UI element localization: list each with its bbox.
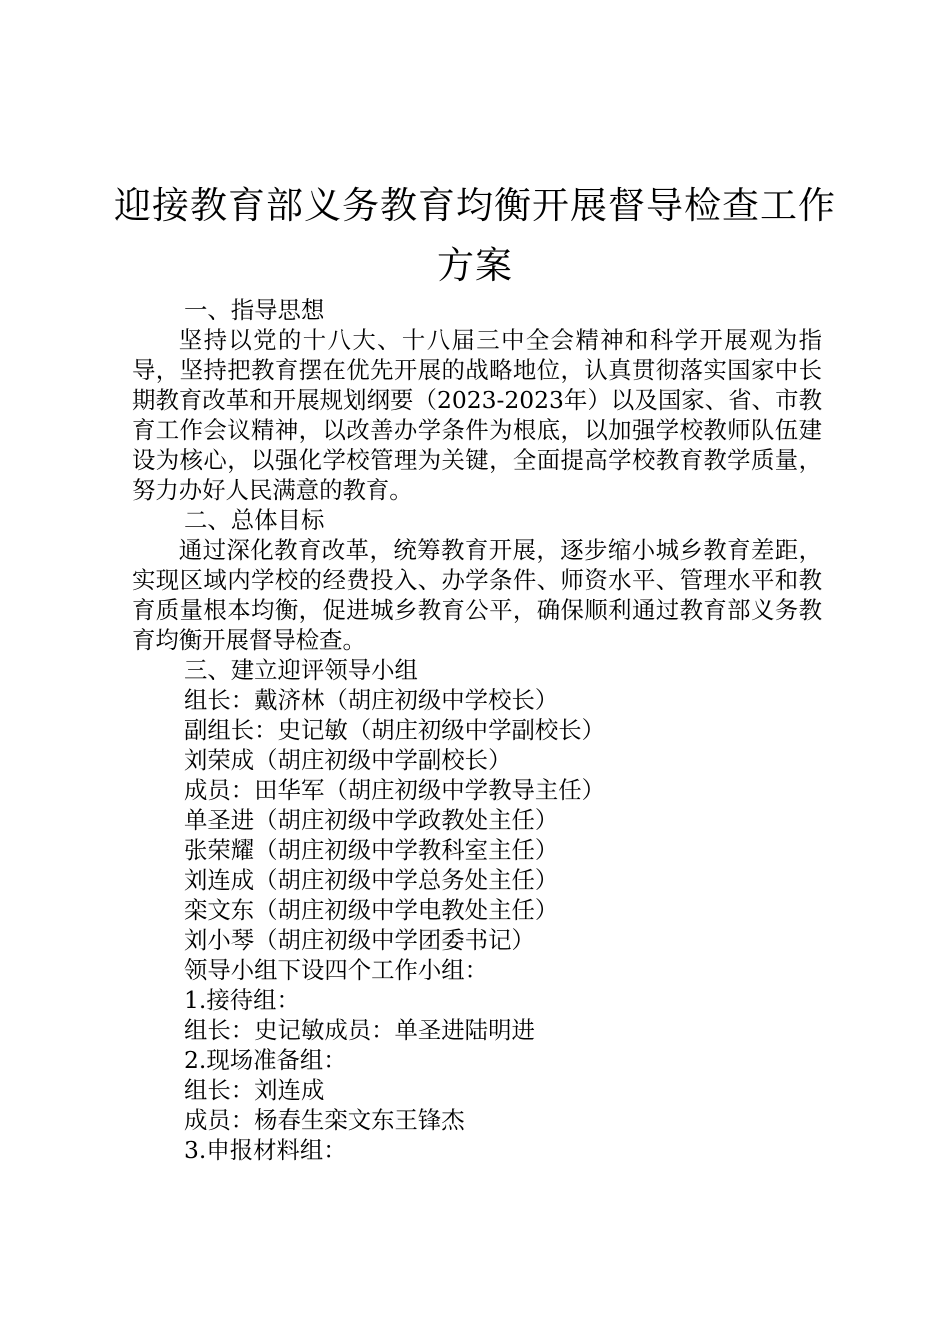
section-heading-leadership-group: 三、建立迎评领导小组 (184, 656, 418, 684)
list-item: 刘小琴（胡庄初级中学团委书记） (184, 926, 535, 954)
section-heading-guiding-thought: 一、指导思想 (184, 296, 325, 324)
section-heading-overall-goal: 二、总体目标 (184, 506, 325, 534)
list-item: 成员：杨春生栾文东王锋杰 (184, 1106, 465, 1134)
list-item: 组长：戴济林（胡庄初级中学校长） (184, 686, 559, 714)
list-item: 组长：刘连成 (184, 1076, 325, 1104)
list-item: 2.现场准备组： (184, 1046, 347, 1074)
list-item: 栾文东（胡庄初级中学电教处主任） (184, 896, 559, 924)
document-title-line-2: 方案 (437, 244, 513, 287)
list-item: 1.接待组： (184, 986, 300, 1014)
list-item: 副组长：史记敏（胡庄初级中学副校长） (184, 716, 606, 744)
paragraph-guiding-thought: 坚持以党的十八大、十八届三中全会精神和科学开展观为指导，坚持把教育摆在优先开展的战略地位，认真贯彻落实国家中长期教育改革和开展规划纲要（2023-2023年）以及国家、省、市教育工作会议精神，以改善办学条件为根底，以加强学校教师队伍建设为核心，以强化学校管理为关键，全面提高学校教育教学质量，努力办好人民满意的教育。 (132, 326, 822, 504)
list-item: 组长：史记敏成员：单圣进陆明进 (184, 1016, 535, 1044)
list-item: 张荣耀（胡庄初级中学教科室主任） (184, 836, 559, 864)
list-item: 刘荣成（胡庄初级中学副校长） (184, 746, 512, 774)
list-item: 成员：田华军（胡庄初级中学教导主任） (184, 776, 606, 804)
paragraph-overall-goal: 通过深化教育改革，统筹教育开展，逐步缩小城乡教育差距，实现区域内学校的经费投入、办学条件、师资水平、管理水平和教育质量根本均衡，促进城乡教育公平，确保顺利通过教育部义务教育均衡开展督导检查。 (132, 536, 822, 654)
list-item: 领导小组下设四个工作小组： (184, 956, 489, 984)
list-item: 3.申报材料组： (184, 1136, 347, 1164)
document-body (132, 295, 822, 1165)
list-item: 单圣进（胡庄初级中学政教处主任） (184, 806, 559, 834)
list-item: 刘连成（胡庄初级中学总务处主任） (184, 866, 559, 894)
document-title-line-1: 迎接教育部义务教育均衡开展督导检查工作 (114, 184, 836, 227)
